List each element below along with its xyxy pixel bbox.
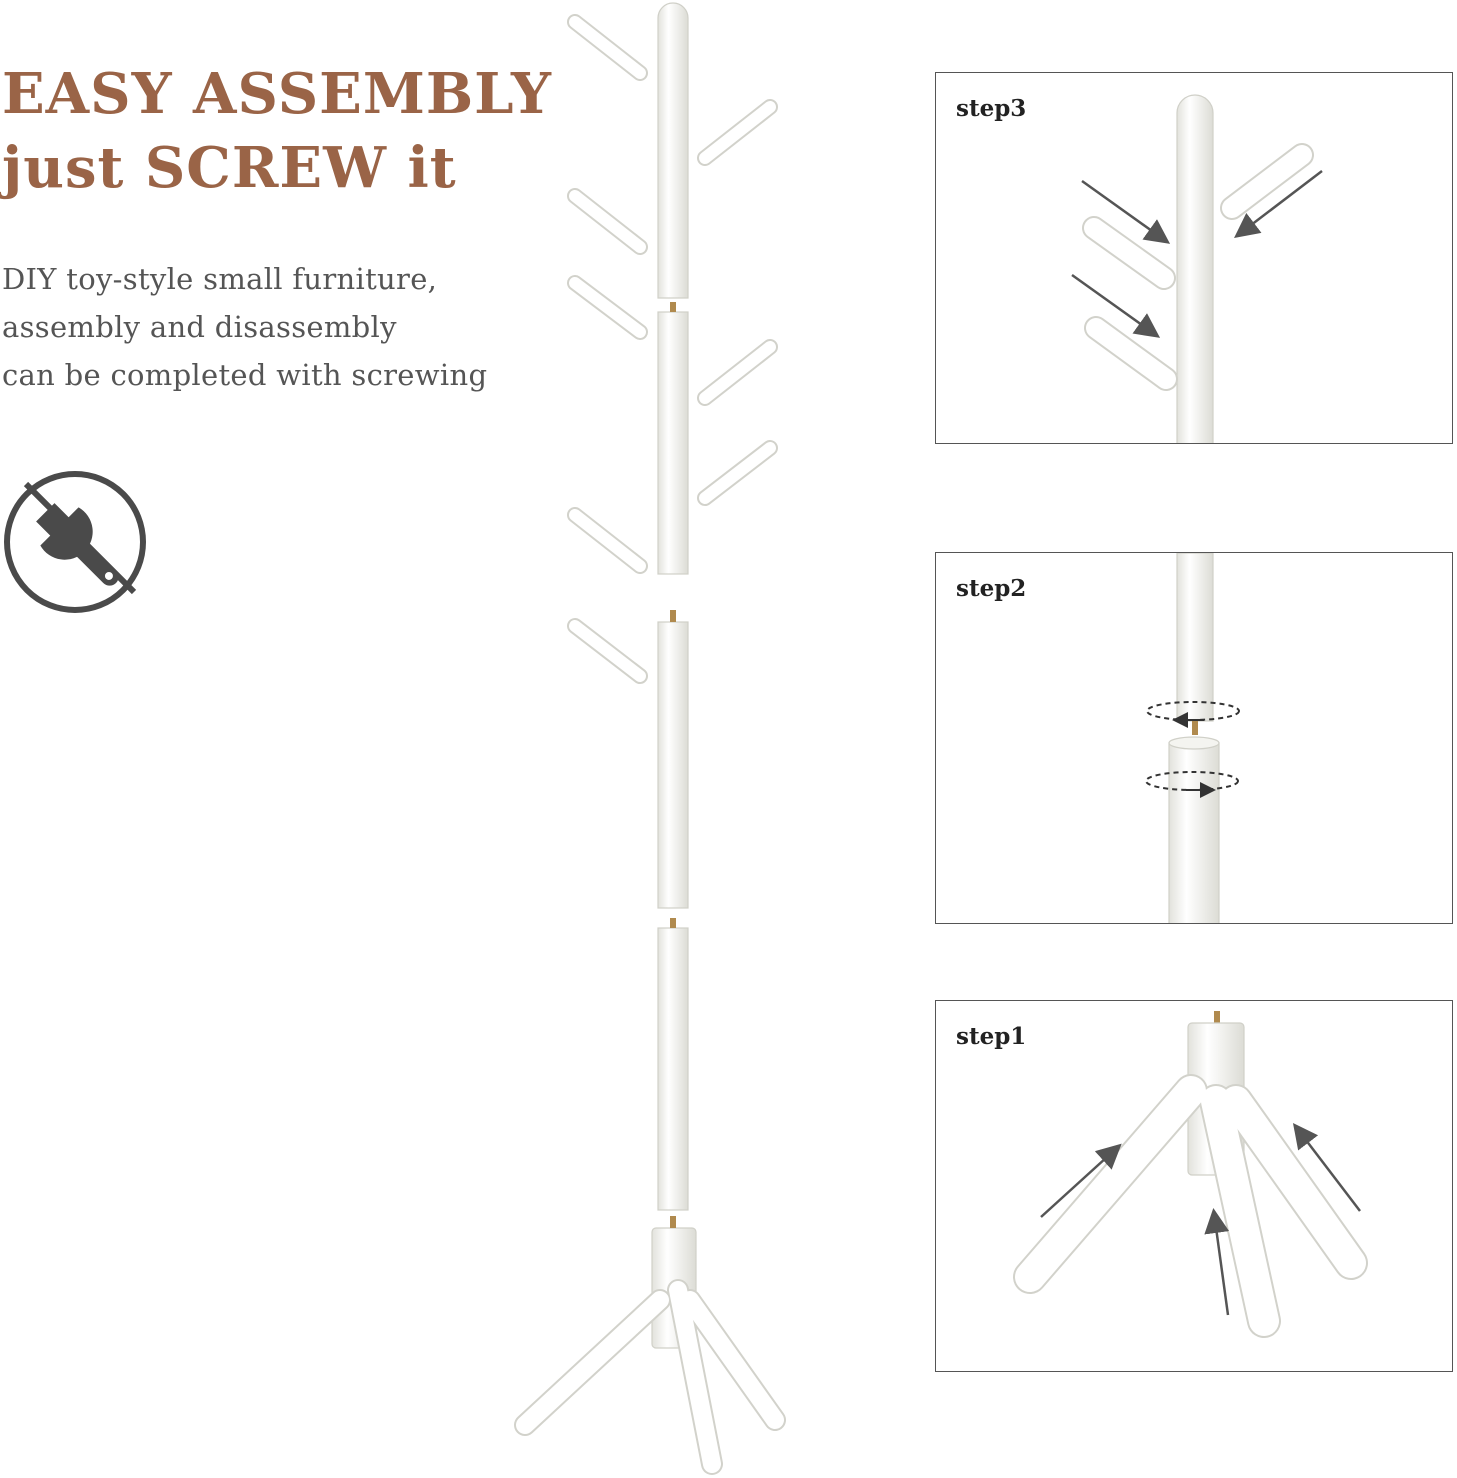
step2-panel	[935, 552, 1453, 924]
headline-easy-assembly: EASY ASSEMBLY	[2, 61, 552, 127]
step1-illustration	[936, 1001, 1453, 1372]
step1-panel	[935, 1000, 1453, 1372]
step3-panel	[935, 72, 1453, 444]
description-line: DIY toy-style small furniture,	[2, 262, 438, 296]
step1-label: step1	[956, 1023, 1027, 1050]
step3-label: step3	[956, 95, 1027, 122]
step2-label: step2	[956, 575, 1027, 602]
pole-segment	[658, 622, 688, 908]
coat-rack-exploded-illustration	[510, 0, 810, 1478]
step3-illustration	[936, 73, 1453, 444]
no-wrench-icon	[2, 470, 148, 616]
pole-segment	[658, 928, 688, 1210]
step2-illustration	[936, 553, 1453, 924]
arrow-icon	[1214, 1213, 1228, 1315]
description-text	[2, 255, 487, 399]
headline-just-screw-it: just SCREW it	[2, 135, 457, 201]
description-line: can be completed with screwing	[2, 358, 488, 392]
pole-segment	[658, 312, 688, 574]
description-line: assembly and disassembly	[2, 310, 397, 344]
pole-segment-top	[658, 3, 688, 298]
